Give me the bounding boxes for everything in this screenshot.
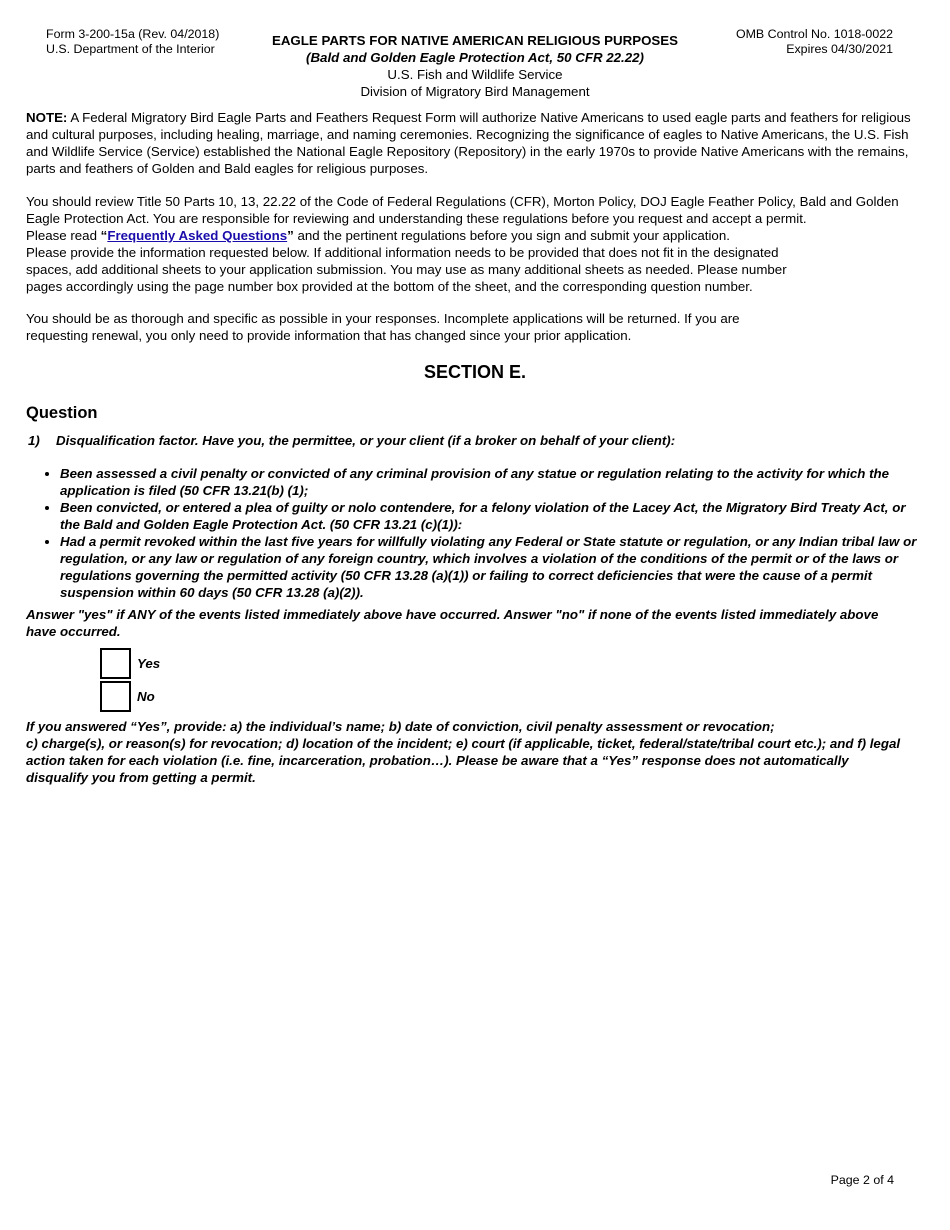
review-paragraph [26, 193, 911, 295]
question-1 [28, 432, 908, 449]
no-option [100, 680, 155, 712]
thorough-paragraph [26, 310, 911, 344]
yes-checkbox[interactable] [100, 648, 131, 679]
section-title: SECTION E. [423, 362, 526, 382]
no-checkbox[interactable] [100, 681, 131, 712]
form-subtitle: (Bald and Golden Eagle Protection Act, 50 CFR 22.22) [306, 50, 644, 65]
no-label: No [137, 688, 155, 704]
yes-option [100, 647, 160, 679]
list-item: • Had a permit revoked within the last five years for willfully violating any Federal or State statute or regulation, or any Indian tribal law or regulation, or any law or regulation of any foreign country, which involves a violation of the conditions of the permit or of the laws or regulations governing the permitted activity (50 CFR 13.28 (a)(1)) or failing to correct deficiencies that were the cause of a permit suspension within 60 days (50 CFR 13.28 (a)(2)). [60, 533, 920, 601]
read-prefix: Please read [26, 228, 101, 243]
answer-instruction: Answer "yes" if ANY of the events listed immediately above have occurred. Answer "no" if none of the events listed immediately above have occurred. [26, 607, 879, 639]
page-number: Page 2 of 4 [830, 1173, 894, 1187]
form-title: EAGLE PARTS FOR NATIVE AMERICAN RELIGIOUS PURPOSES [271, 33, 679, 48]
form-identifier [46, 27, 246, 57]
note-paragraph [26, 109, 911, 177]
provide-text: Please provide the information requested below. If additional information needs to be provided that does not fit in the designated spaces, add additional sheets to your application submission. You may use as many additional sheets as needed. Please number pages accordingly using the page number box provided at the bottom of the sheet, and the corresponding question number. [26, 245, 787, 294]
question-heading: Question [26, 404, 98, 422]
close-quote: ” [287, 228, 294, 243]
yes-label: Yes [137, 655, 161, 671]
question-text: Disqualification factor. Have you, the permittee, or your client (if a broker on behalf of your client): [56, 433, 676, 448]
thorough-line-1: You should be as thorough and specific as possible in your responses. Incomplete applications will be returned. If you are [26, 311, 740, 326]
form-number: Form 3-200-15a (Rev. 04/2018) [46, 27, 220, 41]
read-suffix: and the pertinent regulations before you sign and submit your application. [293, 228, 730, 243]
faq-link[interactable]: Frequently Asked Questions [107, 228, 288, 243]
question-number: 1) [28, 433, 40, 448]
list-item: • Been assessed a civil penalty or convicted of any criminal provision of any statue or regulation relating to the activity for which the application is filed (50 CFR 13.21(b) (1); [60, 465, 920, 499]
omb-control-number: OMB Control No. 1018-0022 [735, 27, 893, 41]
form-title-block [225, 32, 725, 100]
note-label: NOTE: [26, 110, 68, 125]
disqualification-list [26, 465, 920, 601]
note-text: A Federal Migratory Bird Eagle Parts and Feathers Request Form will authorize Native Americans to used eagle parts and feathers for religious and cultural purposes, including healing, marriage, and naming ceremonies. Recognizing the significance of eagles to Native Americans, the U.S. Fish and Wildlife Service (Service) established the National Eagle Repository (Repository) in the early 1970s to provide Native Americans with the remains, parts and feathers of Golden and Bald eagles for religious purposes. [26, 110, 911, 176]
open-quote: “ [100, 228, 108, 243]
department-name: U.S. Department of the Interior [46, 42, 215, 56]
yes-instructions-line-1: If you answered “Yes”, provide: a) the individual’s name; b) date of conviction, civil penalty assessment or revocation; [26, 719, 775, 734]
expiration-date: Expires 04/30/2021 [786, 42, 893, 56]
yes-instructions [26, 718, 911, 786]
thorough-line-2: requesting renewal, you only need to provide information that has changed since your prior application. [26, 328, 632, 343]
review-text: You should review Title 50 Parts 10, 13, 22.22 of the Code of Federal Regulations (CFR), Morton Policy, DOJ Eagle Feather Policy, Bald and Golden Eagle Protection Act. You are responsible for reviewing and understanding these regulations before you request and accept a permit. [26, 194, 899, 226]
division-name: Division of Migratory Bird Management [360, 84, 590, 99]
list-item: • Been convicted, or entered a plea of guilty or nolo contendere, for a felony violation of the Lacey Act, the Migratory Bird Treaty Act, or the Bald and Golden Eagle Protection Act. (50 CFR 13.21 (c)(1)): [60, 499, 920, 533]
omb-info [673, 27, 893, 57]
agency-name: U.S. Fish and Wildlife Service [387, 67, 563, 82]
yes-instructions-line-2: c) charge(s), or reason(s) for revocation; d) location of the incident; e) court (if applicable, ticket, federal/state/tribal court etc.); and f) legal action taken for each violation (i.e. fine, incarceration, probation…). Please be aware that a “Yes” response does not automatically disqualify you from getting a permit. [26, 736, 901, 785]
